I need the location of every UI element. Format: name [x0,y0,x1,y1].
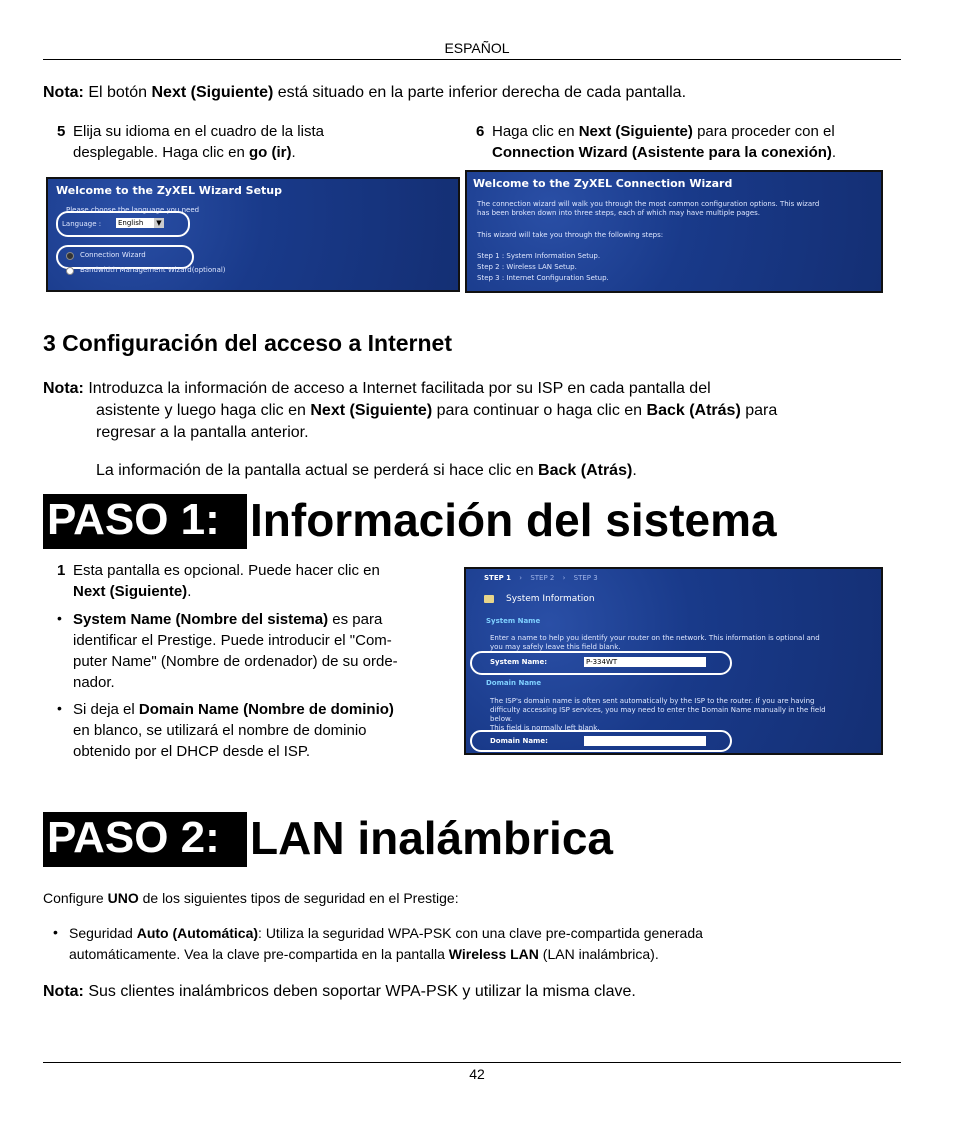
step-bold: go (ir) [248,144,292,161]
bullet-auto-security [69,923,909,965]
body-text: de los siguientes tipos de seguridad en el Prestige: [138,890,459,906]
step-text: . [831,144,837,161]
note-next-button [43,82,903,104]
bullet-domain-name [73,699,453,762]
bullet-text: : Utiliza la seguridad WPA-PSK con una clave pre-compartida generada [258,925,703,941]
description-text: The ISP's domain name is often sent automatically by the ISP to the router. If you are having [490,697,815,705]
note-text: está situado en la parte inferior derecha de cada pantalla. [273,84,687,101]
option-connection-wizard: Connection Wizard [80,251,146,259]
note-internet-access [43,378,913,482]
note-bold: Next (Siguiente) [310,402,433,419]
bullet-text: nador. [73,674,115,691]
bullet-bold: Auto (Automática) [136,925,259,941]
step-tabs [484,574,864,586]
connection-wizard-screenshot [465,170,883,293]
note-text: Introduzca la información de acceso a Internet facilitada por su ISP en cada pantalla del [88,380,711,397]
chevron-down-icon[interactable]: ▼ [154,218,164,228]
note-label: Nota: [43,983,84,1000]
system-information-screenshot [464,567,883,755]
step-bold: Next (Siguiente) [578,123,693,140]
bullet-system-name [73,609,453,693]
chevron-right-icon: › [519,574,523,582]
highlight-oval [56,211,190,237]
screenshot-title: Welcome to the ZyXEL Connection Wizard [473,177,733,190]
footer-rule [43,1062,901,1063]
bullet-text: en blanco, se utilizará el nombre de dominio [73,722,367,739]
bullet-bold: Wireless LAN [448,946,539,962]
bullet-text: automáticamente. Vea la clave pre-compartida en la pantalla [69,946,449,962]
language-label: Language : [62,220,102,228]
step-bold: Next (Siguiente) [73,583,188,600]
step-bold: Connection Wizard (Asistente para la conexión) [492,144,832,161]
note-text: para [740,402,778,419]
note-wpa-psk [43,981,903,1003]
language-prompt: Please choose the language you need [66,206,200,214]
bullet-text: (LAN inalámbrica). [538,946,659,962]
chevron-right-icon: › [562,574,566,582]
note-text: . [632,462,637,479]
description-text: This field is normally left blank. [490,724,600,732]
bullet-bold: System Name (Nombre del sistema) [73,611,329,628]
wizard-step: Step 1 : System Information Setup. [477,252,601,260]
section-title: System Information [506,594,595,604]
paso-1-badge: PASO 1: [43,494,247,549]
bullet-dot: • [57,610,62,626]
note-text: asistente y luego haga clic en [96,402,311,419]
wizard-step: Step 2 : Wireless LAN Setup. [477,263,577,271]
step-text: para proceder con el [692,123,835,140]
bullet-dot: • [53,924,58,940]
bullet-text: es para [328,611,383,628]
note-bold: Next (Siguiente) [151,84,274,101]
bullet-text: puter Name" (Nombre de ordenador) de su orde- [73,653,398,670]
step-5 [57,121,457,163]
paso-2-badge: PASO 2: [43,812,247,867]
tab-step-1[interactable]: STEP 1 [484,574,512,582]
page-header-language: ESPAÑOL [444,40,510,56]
note-label: Nota: [43,84,84,101]
step-text: . [291,144,296,161]
radio-bandwidth-wizard[interactable] [66,267,74,275]
option-bandwidth-wizard: Bandwidth Management Wizard(optional) [80,266,226,274]
section-heading: 3 Configuración del acceso a Internet [43,330,452,356]
system-name-heading: System Name [486,617,541,625]
language-select[interactable]: English [116,218,154,228]
paso1-step-1 [57,560,457,602]
step-number: 5 [57,123,66,140]
step-text: Elija su idioma en el cuadro de la lista [73,123,324,140]
note-text: El botón [83,84,152,101]
domain-name-heading: Domain Name [486,679,542,687]
note-label: Nota: [43,380,84,397]
paso-2-title: LAN inalámbrica [250,812,613,864]
tab-step-3[interactable]: STEP 3 [573,574,598,582]
bullet-text: Seguridad [69,925,137,941]
note-text: para continuar o haga clic en [432,402,647,419]
bullet-dot: • [57,700,62,716]
step-text: . [187,583,192,600]
note-text: La información de la pantalla actual se perderá si hace clic en [96,462,539,479]
wizard-text: The connection wizard will walk you through the most common configuration options. This wizard [477,200,820,208]
body-bold: UNO [107,890,139,906]
step-text: Haga clic en [492,123,579,140]
body-text: Configure [43,890,108,906]
step-number: 6 [476,123,485,140]
bullet-text: Si deja el [73,701,139,718]
step-6 [476,121,906,163]
note-text: Sus clientes inalámbricos deben soportar WPA-PSK y utilizar la misma clave. [83,983,636,1000]
step-number: 1 [57,562,66,579]
note-bold: Back (Atrás) [538,462,633,479]
configure-text [43,888,903,909]
step-text: Esta pantalla es opcional. Puede hacer clic en [73,562,380,579]
domain-name-label: Domain Name: [490,737,548,745]
description-text: below. [490,715,513,723]
highlight-oval [470,730,732,752]
description-text: Enter a name to help you identify your router on the network. This information is optional and [490,634,820,642]
system-name-label: System Name: [490,658,548,666]
wizard-step: Step 3 : Internet Configuration Setup. [477,274,609,282]
system-name-input[interactable]: P-334WT [584,657,706,667]
step-text: desplegable. Haga clic en [73,144,249,161]
screenshot-title: Welcome to the ZyXEL Wizard Setup [56,184,283,197]
note-text: regresar a la pantalla anterior. [96,424,309,441]
bullet-text: obtenido por el DHCP desde el ISP. [73,743,311,760]
description-text: you may safely leave this field blank. [490,643,621,651]
tab-step-2[interactable]: STEP 2 [530,574,555,582]
bullet-text: identificar el Prestige. Puede introducir el "Com- [73,632,392,649]
header-rule [43,59,901,60]
description-text: difficulty accessing ISP services, you may need to enter the Domain Name manually in the field [490,706,826,714]
wizard-text: This wizard will take you through the following steps: [477,231,664,239]
bullet-bold: Domain Name (Nombre de dominio) [138,701,394,718]
highlight-oval [470,651,732,675]
folder-icon [484,595,494,603]
page-number: 42 [469,1066,485,1082]
wizard-setup-screenshot [46,177,460,292]
note-bold: Back (Atrás) [646,402,741,419]
wizard-text: has been broken down into three steps, each of which may have multiple pages. [477,209,761,217]
paso-1-title: Información del sistema [250,494,777,546]
